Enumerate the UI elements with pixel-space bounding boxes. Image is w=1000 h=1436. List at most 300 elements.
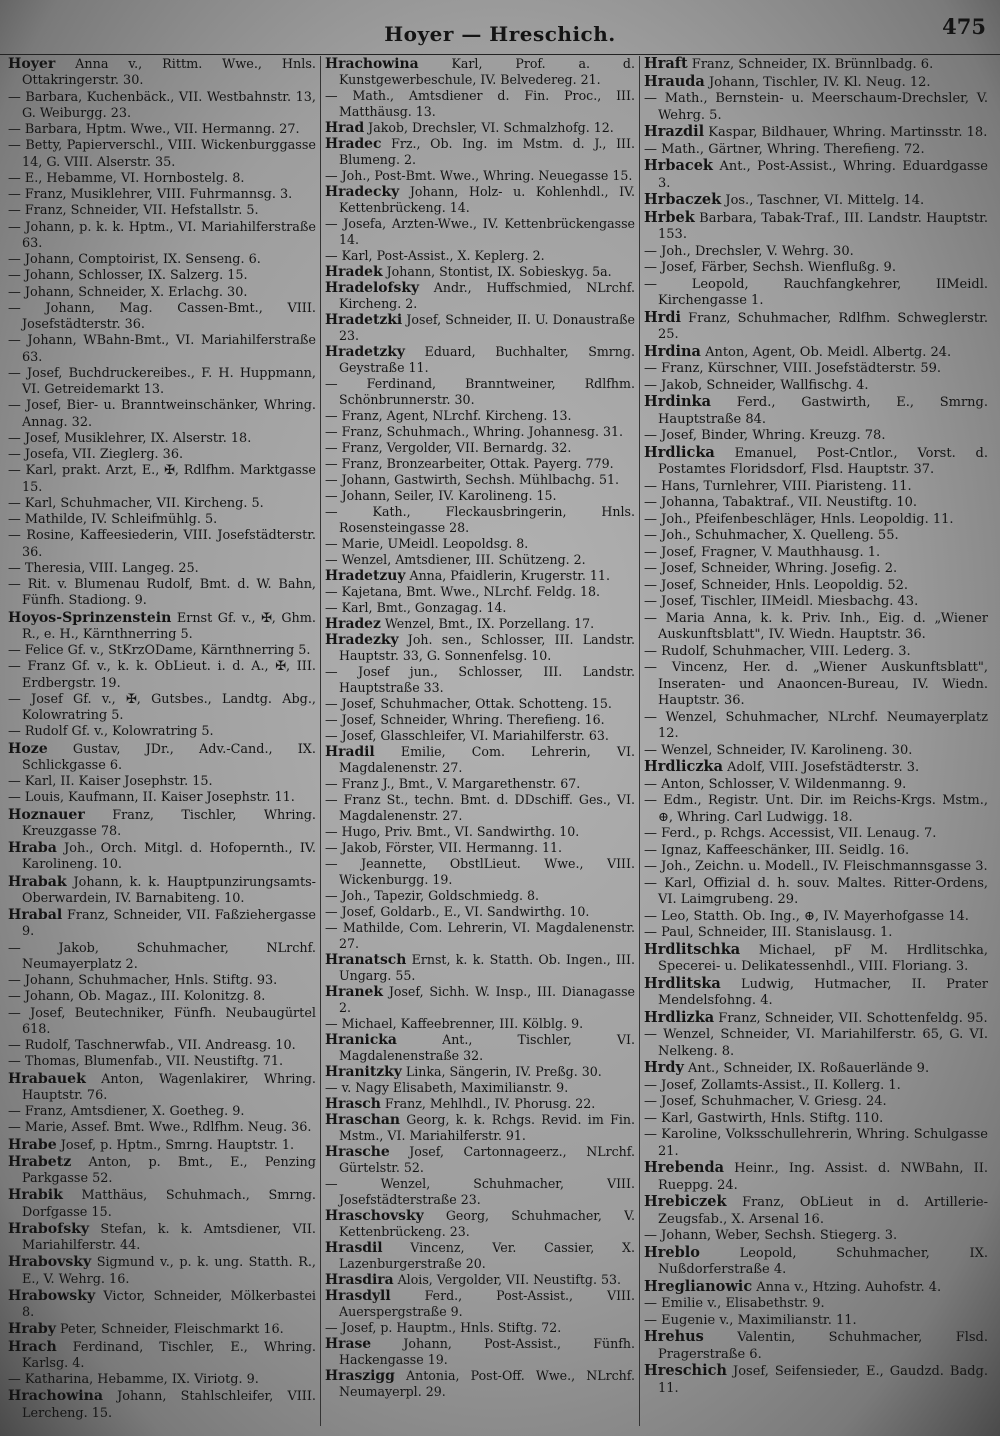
- directory-entry: [325, 824, 635, 840]
- entry-text: — Joh., Schuhmacher, X. Quelleng. 55.: [644, 528, 899, 543]
- directory-entry: [325, 712, 635, 728]
- directory-entry: [644, 1160, 988, 1194]
- directory-entry: [325, 840, 635, 856]
- directory-entry: [8, 285, 316, 301]
- directory-entry: [8, 431, 316, 447]
- entry-text: — Johann, Comptoirist, IX. Senseng. 6.: [8, 252, 261, 267]
- surname: Hrdliczka: [644, 758, 723, 775]
- entry-text: — Rit. v. Blumenau Rudolf, Bmt. d. W. Bahn, Fünfh. Stadiong. 9.: [8, 577, 316, 609]
- surname: Hrbacek: [644, 157, 713, 174]
- entry-text: Vincenz, Ver. Cassier, X. Lazenburgerstraße 20.: [339, 1240, 635, 1271]
- directory-entry: [325, 904, 635, 920]
- entry-text: Michael, pF M. Hrdlitschka, Specerei- u. Delikatessenhdl., VIII. Floriang. 3.: [658, 942, 988, 974]
- directory-entry: [325, 1240, 635, 1272]
- directory-entry: [644, 1363, 988, 1397]
- directory-entry: [8, 724, 316, 740]
- directory-entry: [8, 1006, 316, 1039]
- directory-entry: [8, 203, 316, 219]
- entry-text: — Rudolf, Taschnerwfab., VII. Andreasg. 10.: [8, 1038, 296, 1053]
- directory-entry: [644, 759, 988, 777]
- directory-entry: [8, 941, 316, 974]
- directory-entry: [325, 120, 635, 136]
- entry-text: — Theresia, VIII. Langeg. 25.: [8, 560, 199, 576]
- entry-text: — Johann, Gastwirth, Sechsh. Mühlbachg. 51.: [325, 472, 619, 487]
- directory-entry: [644, 260, 988, 277]
- directory-entry: [325, 1208, 635, 1240]
- directory-entry: [8, 1288, 316, 1322]
- entry-text: Leopold, Schuhmacher, IX. Nußdorferstraße 4.: [658, 1245, 988, 1277]
- surname: Hraby: [8, 1321, 56, 1338]
- directory-entry: [325, 744, 635, 776]
- directory-entry: [644, 74, 988, 92]
- entry-text: — Kajetana, Bmt. Wwe., NLrchf. Feldg. 18.: [325, 584, 600, 599]
- entry-text: — Math., Bernstein- u. Meerschaum-Drechsler, V. Wehrg. 5.: [644, 91, 988, 123]
- entry-text: — v. Nagy Elisabeth, Maximilianstr. 9.: [325, 1080, 569, 1095]
- directory-entry: [644, 1027, 988, 1060]
- entry-text: — Louis, Kaufmann, II. Kaiser Josephstr. 11.: [8, 790, 295, 806]
- directory-entry: [325, 1272, 635, 1288]
- directory-entry: [325, 264, 635, 280]
- directory-entry: [644, 1279, 988, 1297]
- entry-text: — Josef, Binder, Whring. Kreuzg. 78.: [644, 428, 886, 443]
- entry-text: — Josef, p. Hauptm., Hnls. Stiftg. 72.: [325, 1320, 562, 1335]
- directory-entry: [325, 1032, 635, 1064]
- entry-text: — Mathilde, Com. Lehrerin, VI. Magdalenenstr. 27.: [325, 920, 635, 951]
- directory-entry: [8, 1120, 316, 1136]
- surname: Hraba: [8, 840, 57, 856]
- entry-text: Josef, Cartonnageerz., NLrchf. Gürtelstr. 52.: [339, 1144, 635, 1175]
- directory-entry: [644, 1228, 988, 1245]
- entry-text: Peter, Schneider, Fleischmarkt 16.: [55, 1322, 284, 1338]
- entry-text: Johann, Holz- u. Kohlenhdl., IV. Kettenbrückeng. 14.: [339, 184, 635, 215]
- entry-text: — Joh., Zeichn. u. Modell., IV. Fleischmannsgasse 3.: [644, 859, 988, 874]
- entry-text: Ferd., Gastwirth, E., Smrng. Hauptstraße 84.: [658, 395, 988, 427]
- entry-text: Sigmund v., p. k. ung. Statth. R., E., V. Wehrg. 16.: [22, 1255, 316, 1287]
- entry-text: Anton, p. Bmt., E., Penzing Parkgasse 52.: [22, 1154, 316, 1186]
- directory-entry: [644, 660, 988, 710]
- directory-entry: [644, 512, 988, 529]
- surname: Hrabak: [8, 873, 67, 890]
- entry-text: — Karl, Offizial d. h. souv. Maltes. Ritter-Ordens, VI. Laimgrubeng. 29.: [644, 875, 988, 907]
- directory-entry: [325, 88, 635, 120]
- directory-entry: [8, 301, 316, 334]
- surname: Hrdi: [644, 308, 681, 326]
- entry-text: — Betty, Papierverschl., VIII. Wickenburggasse 14, G. VIII. Alserstr. 35.: [8, 138, 316, 170]
- directory-entry: [644, 310, 988, 344]
- surname: Hrasche: [325, 1144, 390, 1160]
- surname: Hranicka: [325, 1032, 397, 1048]
- surname: Hoznauer: [8, 806, 85, 823]
- entry-text: Wenzel, Bmt., IX. Porzellang. 17.: [380, 616, 595, 631]
- directory-entry: [644, 428, 988, 445]
- directory-entry: [8, 1254, 316, 1288]
- surname: Hoze: [8, 740, 48, 757]
- directory-entry: [325, 552, 635, 568]
- directory-entry: [8, 1372, 316, 1388]
- entry-text: — Marie, Assef. Bmt. Wwe., Rdlfhm. Neug. 36.: [8, 1120, 312, 1136]
- running-title: Hoyer — Hreschich.: [384, 22, 616, 46]
- surname: Hradetzuy: [325, 568, 406, 584]
- entry-text: — Johann, Ob. Magaz., III. Kolonitzg. 8.: [8, 989, 266, 1005]
- entry-text: — Josef Gf. v., ✠, Gutsbes., Landtg. Abg., Kolowratring 5.: [8, 691, 316, 723]
- entry-text: — Johann, Schneider, X. Erlachg. 30.: [8, 284, 248, 300]
- directory-entry: [644, 644, 988, 661]
- entry-text: — Leo, Statth. Ob. Ing., ⊕, IV. Mayerhofgasse 14.: [644, 908, 969, 924]
- entry-text: — Franz, Vergolder, VII. Bernardg. 32.: [325, 440, 572, 455]
- directory-entry: [8, 1321, 316, 1338]
- surname: Hrasch: [325, 1096, 381, 1112]
- directory-entry: [325, 408, 635, 424]
- entry-text: — Wenzel, Schneider, VI. Mariahilferstr. 65, G. VI. Nelkeng. 8.: [644, 1027, 988, 1059]
- entry-text: — Johann, Weber, Sechsh. Stiegerg. 3.: [644, 1228, 898, 1243]
- entry-text: Ferdinand, Tischler, E., Whring. Karlsg. 4.: [22, 1339, 316, 1371]
- directory-entry: [8, 1388, 316, 1422]
- directory-entry: [8, 463, 316, 496]
- entry-text: — Rosine, Kaffeesiederin, VIII. Josefstädterstr. 36.: [8, 528, 316, 560]
- entry-text: — Franz J., Bmt., V. Margarethenstr. 67.: [325, 776, 581, 791]
- directory-entry: [644, 1127, 988, 1160]
- surname: Hrazdil: [644, 123, 705, 140]
- directory-entry: [325, 696, 635, 712]
- directory-entry: [644, 1094, 988, 1111]
- entry-text: Josef, Seifensieder, E., Gaudzd. Badg. 11.: [658, 1364, 988, 1396]
- surname: Hrachowina: [325, 56, 419, 72]
- entry-text: — Rudolf Gf. v., Kolowratring 5.: [8, 724, 214, 740]
- surname: Hradek: [325, 264, 383, 280]
- directory-entry: [644, 710, 988, 743]
- directory-entry: [8, 268, 316, 284]
- directory-entry: [325, 856, 635, 888]
- directory-entry: [325, 456, 635, 472]
- directory-entry: [8, 989, 316, 1005]
- directory-entry: [325, 184, 635, 216]
- surname: Hrachowina: [8, 1388, 103, 1405]
- surname: Hradec: [325, 136, 382, 152]
- surname: Hreblo: [644, 1243, 700, 1261]
- directory-entry: [8, 90, 316, 123]
- entry-text: Ant., Tischler, VI. Magdalenenstraße 32.: [339, 1032, 635, 1063]
- directory-entry: [644, 1329, 988, 1363]
- column-3: [644, 56, 988, 1426]
- directory-entry: [644, 743, 988, 760]
- directory-entry: [8, 398, 316, 431]
- directory-entry: [325, 472, 635, 488]
- directory-entry: [644, 561, 988, 578]
- entry-text: Matthäus, Schuhmach., Smrng. Dorfgasse 15.: [22, 1188, 316, 1220]
- entry-text: Karl, Prof. a. d. Kunstgewerbeschule, IV. Belvedereg. 21.: [339, 56, 635, 87]
- entry-text: — Josef, Schuhmacher, V. Griesg. 24.: [644, 1094, 887, 1109]
- surname: Hrebenda: [644, 1159, 725, 1176]
- entry-text: — Rudolf, Schuhmacher, VIII. Lederg. 3.: [644, 643, 911, 659]
- entry-text: Johann, k. k. Hauptpunzirungsamts-Oberwardein, IV. Barnabiteng. 10.: [22, 874, 316, 906]
- directory-entry: [325, 312, 635, 344]
- directory-entry: [325, 1288, 635, 1320]
- directory-entry: [325, 1064, 635, 1080]
- surname: Hradelofsky: [325, 280, 420, 296]
- directory-entry: [8, 874, 316, 908]
- directory-entry: [8, 790, 316, 806]
- entry-text: — Karl, Schuhmacher, VII. Kircheng. 5.: [8, 495, 264, 511]
- directory-entry: [8, 692, 316, 725]
- entry-text: — Karl, Post-Assist., X. Keplerg. 2.: [325, 248, 545, 263]
- entry-text: — Johann, Schlosser, IX. Salzerg. 15.: [8, 268, 248, 284]
- entry-text: — Math., Gärtner, Whring. Therefieng. 72.: [644, 141, 925, 157]
- entry-text: — Franz, Kürschner, VIII. Josefstädterstr. 59.: [644, 361, 942, 376]
- directory-entry: [644, 777, 988, 794]
- entry-text: — Karl, II. Kaiser Josephstr. 15.: [8, 774, 213, 789]
- entry-text: Emanuel, Post-Cntlor., Vorst. d. Postamtes Floridsdorf, Flsd. Hauptstr. 37.: [658, 445, 988, 477]
- directory-entry: [325, 1080, 635, 1096]
- directory-entry: [644, 361, 988, 378]
- entry-text: — Franz, Bronzearbeiter, Ottak. Payerg. 779.: [325, 456, 614, 471]
- surname: Hrabofsky: [8, 1220, 90, 1237]
- surname: Hrabovsky: [8, 1254, 92, 1271]
- directory-entry: [8, 1339, 316, 1373]
- entry-text: — Josef, Bier- u. Branntweinschänker, Whring. Annag. 32.: [8, 398, 316, 430]
- entry-text: — Wenzel, Schneider, IV. Karolineng. 30.: [644, 742, 913, 758]
- surname: Hrehus: [644, 1328, 704, 1345]
- surname: Hreglianowic: [644, 1277, 753, 1295]
- surname: Hrabal: [8, 907, 63, 923]
- entry-text: — Ferd., p. Rchgs. Accessist, VII. Lenaug. 7.: [644, 826, 937, 841]
- surname: Hrdy: [644, 1059, 684, 1076]
- directory-entry: [644, 876, 988, 909]
- directory-entry: [8, 512, 316, 528]
- directory-entry: [644, 1111, 988, 1128]
- surname: Hrad: [325, 120, 365, 136]
- entry-text: — Franz, Musiklehrer, VIII. Fuhrmannsg. 3.: [8, 187, 293, 202]
- column-2: [325, 56, 635, 1426]
- surname: Hrabetz: [8, 1153, 72, 1170]
- entry-text: — Karl, prakt. Arzt, E., ✠, Rdlfhm. Marktgasse 15.: [8, 463, 316, 495]
- column-1: [8, 56, 316, 1426]
- directory-entry: [644, 210, 988, 244]
- directory-entry: [644, 479, 988, 496]
- directory-entry: [325, 632, 635, 664]
- entry-text: — Johanna, Tabaktraf., VII. Neustiftg. 10.: [644, 495, 918, 510]
- entry-text: Stefan, k. k. Amtsdiener, VII. Mariahilferstr. 44.: [22, 1221, 316, 1253]
- directory-entry: [8, 1221, 316, 1255]
- entry-text: — E., Hebamme, VI. Hornbostelg. 8.: [8, 170, 245, 186]
- entry-text: — Ferdinand, Branntweiner, Rdlfhm. Schönbrunnerstr. 30.: [325, 376, 635, 407]
- surname: Hrdina: [644, 342, 701, 360]
- entry-text: Franz, Schuhmacher, Rdlfhm. Schweglerstr. 25.: [658, 310, 988, 342]
- directory-entry: [325, 920, 635, 952]
- entry-text: Emilie, Com. Lehrerin, VI. Magdalenenstr. 27.: [339, 744, 635, 775]
- directory-entry: [325, 728, 635, 744]
- entry-text: — Edm., Registr. Unt. Dir. im Reichs-Krgs. Mstm., ⊕, Whring. Carl Ludwigg. 18.: [644, 793, 988, 825]
- directory-entry: [325, 952, 635, 984]
- entry-text: — Johann, Seiler, IV. Karolineng. 15.: [325, 488, 557, 503]
- directory-entry: [325, 168, 635, 184]
- entry-text: Ant., Schneider, IX. Roßauerlände 9.: [683, 1061, 930, 1076]
- surname: Hrase: [325, 1336, 372, 1352]
- entry-text: — Thomas, Blumenfab., VII. Neustiftg. 71.: [8, 1054, 284, 1070]
- surname: Hranatsch: [325, 952, 407, 968]
- entry-text: — Jakob, Förster, VII. Hermanng. 11.: [325, 840, 562, 855]
- directory-entry: [644, 1296, 988, 1313]
- directory-entry: [8, 366, 316, 399]
- directory-entry: [8, 774, 316, 790]
- surname: Hrabowsky: [8, 1287, 96, 1304]
- entry-text: Johann, Stontist, IX. Sobieskyg. 5a.: [382, 264, 612, 279]
- page-header: [0, 14, 1000, 55]
- directory-entry: [644, 158, 988, 192]
- directory-entry: [644, 192, 988, 210]
- entry-text: — Josef, Zollamts-Assist., II. Kollerg. 1.: [644, 1077, 901, 1093]
- entry-text: — Josefa, VII. Zieglerg. 36.: [8, 447, 184, 462]
- directory-entry: [8, 561, 316, 577]
- entry-text: Josef, Schneider, II. U. Donaustraße 23.: [339, 312, 635, 343]
- directory-entry: [644, 1194, 988, 1228]
- directory-entry: [644, 859, 988, 876]
- directory-entry: [325, 792, 635, 824]
- directory-entry: [8, 138, 316, 171]
- directory-entry: [644, 578, 988, 595]
- entry-text: — Johann, Schuhmacher, Hnls. Stiftg. 93.: [8, 973, 278, 988]
- entry-text: Ant., Post-Assist., Whring. Eduardgasse 3.: [658, 159, 988, 191]
- entry-text: — Josef, Schneider, Whring. Josefig. 2.: [644, 561, 898, 576]
- entry-text: Andr., Huffschmied, NLrchf. Kircheng. 2.: [339, 280, 635, 311]
- directory-entry: [8, 528, 316, 561]
- directory-entry: [644, 394, 988, 428]
- directory-entry: [325, 280, 635, 312]
- entry-text: Joh., Orch. Mitgl. d. Hofopernth., IV. Karolineng. 10.: [22, 841, 316, 873]
- surname: Hoyer: [8, 56, 56, 72]
- entry-text: Linka, Sängerin, IV. Preßg. 30.: [401, 1064, 602, 1079]
- directory-entry: [8, 1137, 316, 1154]
- entry-text: Joh. sen., Schlosser, III. Landstr. Hauptstr. 33, G. Sonnenfelsg. 10.: [339, 632, 635, 663]
- entry-text: — Johann, p. k. k. Hptm., VI. Mariahilferstraße 63.: [8, 219, 316, 251]
- surname: Hraszigg: [325, 1368, 395, 1384]
- directory-entry: [325, 1016, 635, 1032]
- entry-text: — Wenzel, Schuhmacher, VIII. Josefstädterstraße 23.: [325, 1176, 635, 1207]
- entry-text: — Mathilde, IV. Schleifmühlg. 5.: [8, 512, 218, 527]
- entry-text: — Franz, Agent, NLrchf. Kircheng. 13.: [325, 408, 572, 423]
- entry-text: Anton, Agent, Ob. Meidl. Albertg. 24.: [700, 344, 952, 360]
- directory-entry: [644, 1010, 988, 1028]
- directory-entry: [8, 56, 316, 90]
- entry-text: Franz, Schneider, IX. Brünnlbadg. 6.: [687, 57, 934, 72]
- entry-text: — Josef jun., Schlosser, III. Landstr. Hauptstraße 33.: [325, 664, 635, 695]
- directory-entry: [8, 659, 316, 692]
- entry-text: Adolf, VIII. Josefstädterstr. 3.: [723, 760, 920, 775]
- entry-text: Anna v., Htzing. Auhofstr. 4.: [752, 1279, 942, 1295]
- directory-entry: [325, 1336, 635, 1368]
- surname: Hraschan: [325, 1112, 400, 1128]
- directory-entry: [325, 1320, 635, 1336]
- entry-text: Kaspar, Bildhauer, Whring. Martinsstr. 18.: [704, 125, 988, 140]
- entry-text: — Karl, Bmt., Gonzagag. 14.: [325, 600, 507, 615]
- surname: Hrdlicka: [644, 443, 715, 461]
- entry-text: Johann, Post-Assist., Fünfh. Hackengasse 19.: [339, 1336, 635, 1367]
- directory-entry: [325, 56, 635, 88]
- directory-entry: [644, 976, 988, 1010]
- directory-entry: [644, 1313, 988, 1330]
- directory-entry: [325, 1368, 635, 1400]
- directory-entry: [644, 925, 988, 942]
- entry-text: Alois, Vergolder, VII. Neustiftg. 53.: [393, 1272, 622, 1287]
- column-rule: [639, 56, 640, 1426]
- entry-text: Ludwig, Hutmacher, II. Prater Mendelsfohng. 4.: [658, 976, 988, 1008]
- directory-entry: [325, 776, 635, 792]
- directory-entry: [644, 843, 988, 860]
- entry-text: — Josef, Fragner, V. Mauthhausg. 1.: [644, 544, 881, 560]
- directory-entry: [8, 171, 316, 187]
- column-rule: [320, 56, 321, 1426]
- entry-text: Georg, k. k. Rchgs. Revid. im Fin. Mstm., VI. Mariahilferstr. 91.: [339, 1112, 635, 1143]
- entry-text: Heinr., Ing. Assist. d. NWBahn, II. Rueppg. 24.: [658, 1161, 988, 1193]
- entry-text: Antonia, Post-Off. Wwe., NLrchf. Neumayerpl. 29.: [339, 1368, 635, 1399]
- directory-entry: [325, 664, 635, 696]
- directory-entry: [644, 528, 988, 545]
- surname: Hreschich: [644, 1362, 727, 1379]
- surname: Hrabe: [8, 1136, 57, 1153]
- directory-entry: [8, 840, 316, 874]
- entry-text: — Josef, Beutechniker, Fünfh. Neubaugürtel 618.: [8, 1005, 316, 1037]
- directory-entry: [8, 643, 316, 659]
- surname: Hrebiczek: [644, 1193, 727, 1210]
- directory-entry: [325, 488, 635, 504]
- entry-text: Franz, Mehlhdl., IV. Phorusg. 22.: [380, 1096, 596, 1111]
- surname: Hradezky: [325, 632, 399, 648]
- entry-text: — Paul, Schneider, III. Stanislausg. 1.: [644, 925, 893, 940]
- directory-entry: [8, 1038, 316, 1054]
- directory-entry: [644, 545, 988, 562]
- surname: Hraschovsky: [325, 1208, 424, 1224]
- entry-text: — Josef, Tischler, IIMeidl. Miesbachg. 43.: [644, 594, 919, 609]
- directory-entry: [325, 568, 635, 584]
- entry-text: — Josef, Schneider, Hnls. Leopoldig. 52.: [644, 577, 908, 593]
- entry-text: Georg, Schuhmacher, V. Kettenbrückeng. 23.: [339, 1208, 635, 1239]
- entry-text: — Josef, Buchdruckereibes., F. H. Huppmann, VI. Getreidemarkt 13.: [8, 365, 316, 397]
- entry-text: — Josef, Schneider, Whring. Therefieng. 16.: [325, 712, 605, 727]
- entry-text: — Joh., Post-Bmt. Wwe., Whring. Neuegasse 15.: [325, 168, 633, 183]
- directory-entry: [325, 584, 635, 600]
- entry-text: — Franz Gf. v., k. k. ObLieut. i. d. A., ✠, III. Erdbergstr. 19.: [8, 659, 316, 691]
- entry-text: — Franz St., techn. Bmt. d. DDschiff. Ges., VI. Magdalenenstr. 27.: [325, 792, 635, 823]
- surname: Hranitzky: [325, 1064, 402, 1080]
- directory-entry: [8, 1071, 316, 1105]
- directory-entry: [325, 440, 635, 456]
- directory-entry: [644, 56, 988, 74]
- directory-entry: [8, 187, 316, 203]
- entry-text: — Felice Gf. v., StKrzODame, Kärnthnerring 5.: [8, 643, 311, 658]
- entry-text: Josef, p. Hptm., Smrng. Hauptstr. 1.: [56, 1137, 295, 1153]
- entry-text: Jos., Taschner, VI. Mittelg. 14.: [721, 193, 925, 208]
- entry-text: Anna, Pfaidlerin, Krugerstr. 11.: [405, 568, 610, 583]
- entry-text: Ernst, k. k. Statth. Ob. Ingen., III. Ungarg. 55.: [339, 952, 635, 983]
- entry-text: — Leopold, Rauchfangkehrer, IIMeidl. Kirchengasse 1.: [644, 276, 988, 308]
- surname: Hrdlitska: [644, 974, 721, 992]
- entry-text: — Emilie v., Elisabethstr. 9.: [644, 1296, 825, 1311]
- entry-text: — Barbara, Hptm. Wwe., VII. Hermanng. 27.: [8, 122, 300, 137]
- directory-entry: [644, 124, 988, 142]
- surname: Hradil: [325, 744, 375, 760]
- directory-entry: [325, 888, 635, 904]
- entry-text: — Maria Anna, k. k. Priv. Inh., Eig. d. „Wiener Auskunftsblatt", IV. Wiedn. Hauptstr. 36.: [644, 610, 988, 642]
- entry-text: — Jakob, Schuhmacher, NLrchf. Neumayerplatz 2.: [8, 940, 316, 972]
- entry-text: — Wenzel, Amtsdiener, III. Schützeng. 2.: [325, 552, 586, 567]
- directory-entry: [325, 424, 635, 440]
- surname: Hradecky: [325, 184, 400, 200]
- entry-text: — Franz, Amtsdiener, X. Goetheg. 9.: [8, 1104, 245, 1119]
- entry-text: Ernst Gf. v., ✠, Ghm. R., e. H., Kärnthnerring 5.: [22, 610, 316, 642]
- surname: Hradez: [325, 616, 381, 632]
- directory-entry: [644, 344, 988, 362]
- entry-text: — Joh., Pfeifenbeschläger, Hnls. Leopoldig. 11.: [644, 511, 954, 527]
- entry-text: — Josef, Goldarb., E., VI. Sandwirthg. 10.: [325, 904, 590, 919]
